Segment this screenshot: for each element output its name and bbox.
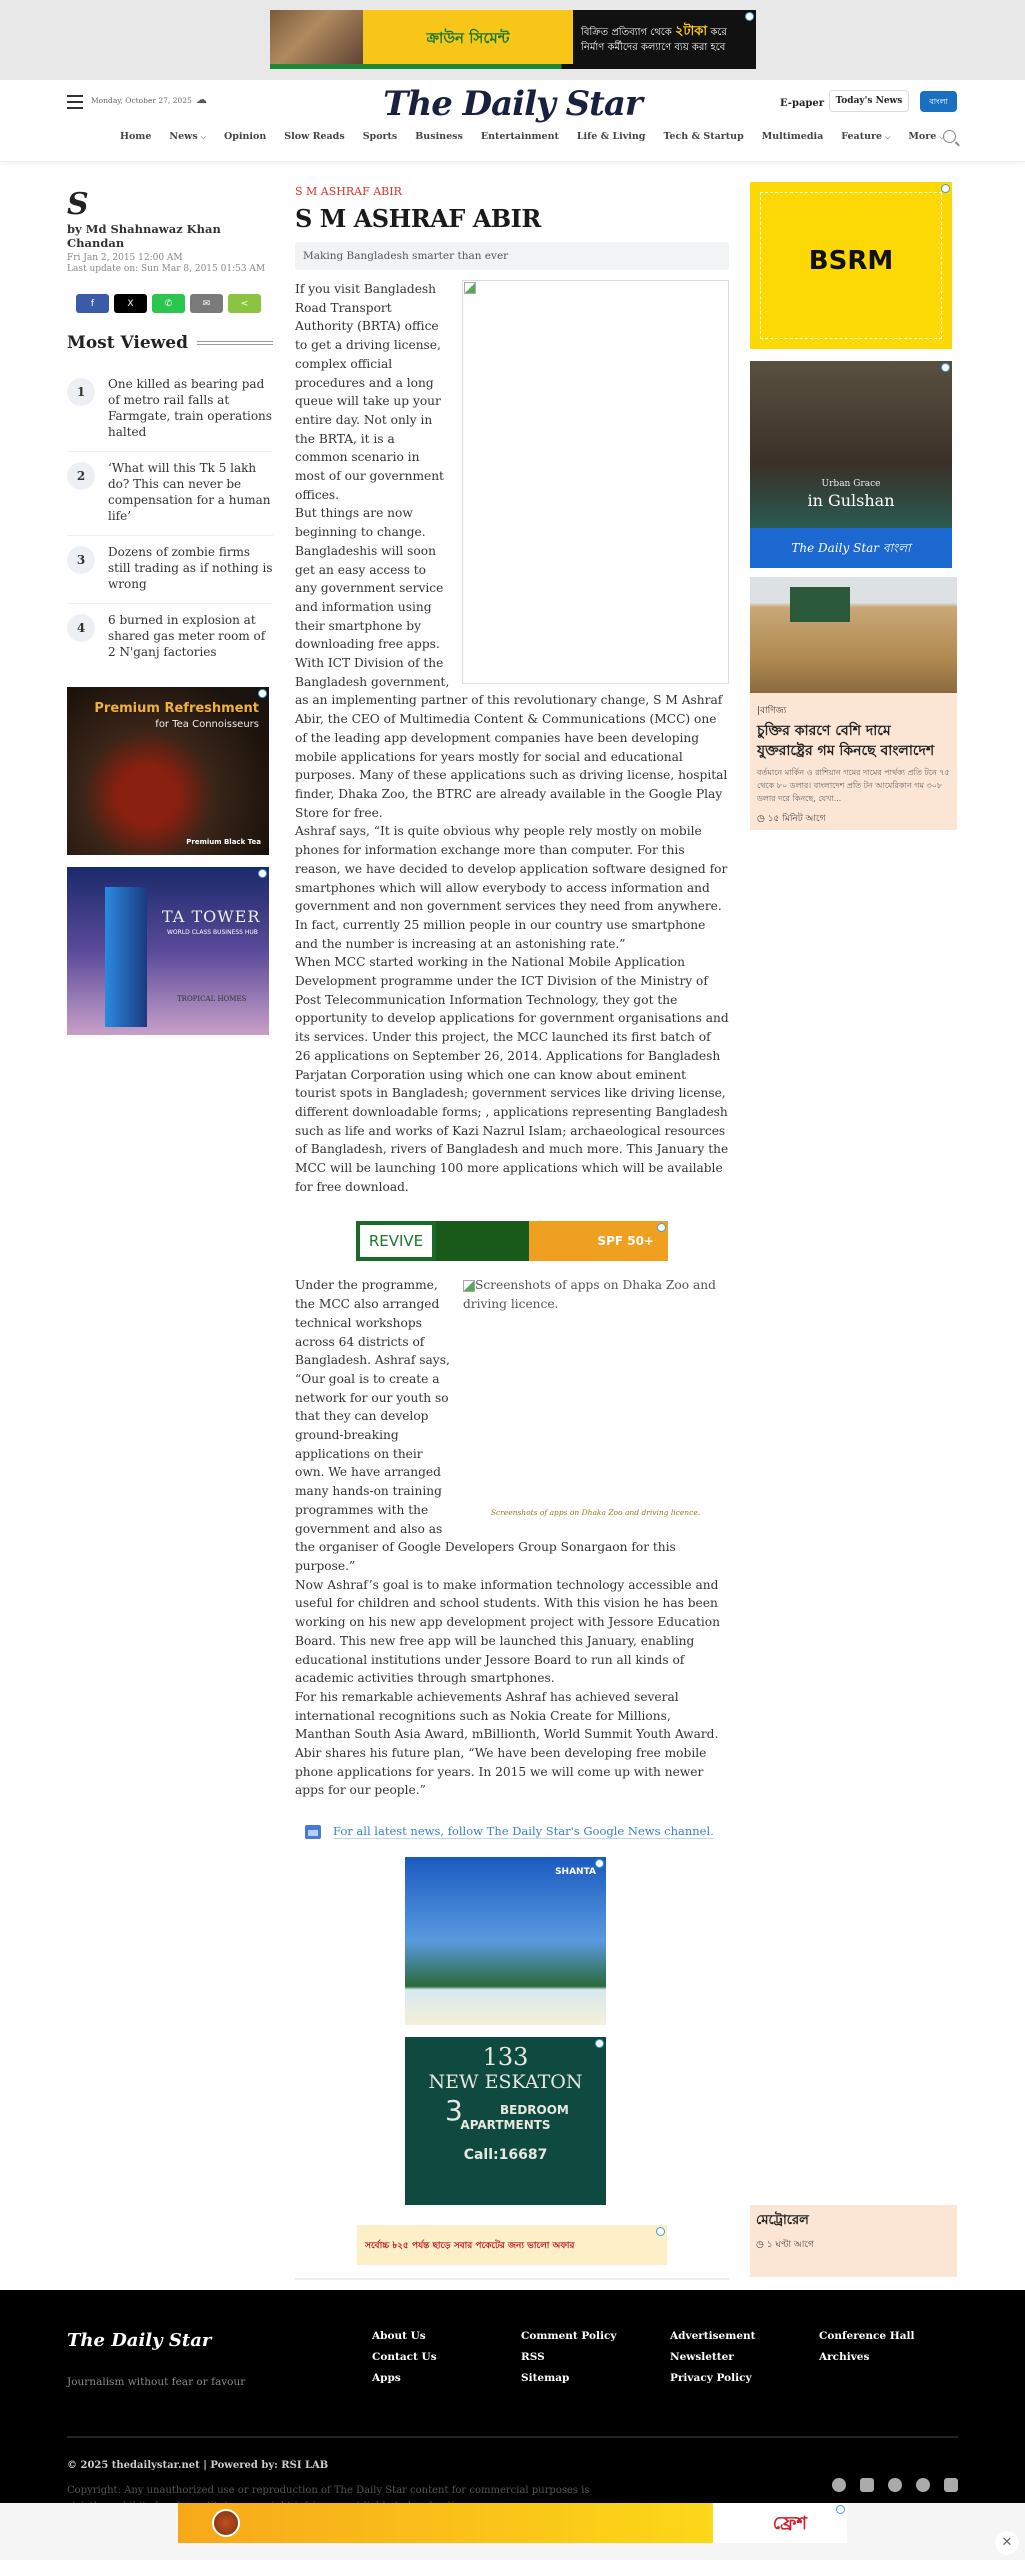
footer-link-privacy-policy[interactable]: Privacy Policy [670,2372,752,2384]
rank-badge: 3 [67,546,95,574]
nav-item-news[interactable] [169,131,206,142]
footer-link-archives[interactable]: Archives [819,2351,870,2363]
article-image-2 [462,1276,729,1536]
nav-label: More [908,131,937,142]
adchoices-icon[interactable] [258,869,267,878]
nav-label: Opinion [224,131,267,142]
google-news-link[interactable] [295,1824,729,1839]
current-date: Monday, October 27, 2025 [91,96,192,105]
nav-label: Life & Living [576,131,646,142]
close-icon[interactable]: ✕ [995,2531,1019,2555]
adchoices-icon[interactable] [941,184,950,193]
nav-label: Slow Reads [284,131,345,142]
news-photo [750,577,957,693]
ad-footer: The Daily Star বাংলা [750,528,952,568]
nav-label: Sports [362,131,398,142]
article-paragraph: For his remarkable achievements Ashraf has achieved several international recognitions such as Nokia Create for Millions, Manthan South Asia Award, mBillionth, World Summit Youth Award. [295,1689,719,1742]
ad-headline: in Gulshan [807,491,895,510]
ad-tower-image [105,887,147,1027]
news-time: ◷ ১৫ মিনিট আগে [757,814,826,824]
article-paragraph: But things are now beginning to change. Bangladeshis will soon get an easy access to any government service and information using their smartphone by downloading free apps. With ICT Division of the Bangladesh government, as an implementing partner of this revolutionary change, S M Ashraf Abir, the CEO of Multimedia Content & Communications (MCC) one of the leading app development companies have been developing mobile applications for years mostly for social and educational purposes. Many of these applications such as driving license, hospital finder, Dhaka Zoo, the BTRC are already available in the Google Play Store for free. [295,506,728,820]
rank-badge: 4 [67,614,95,642]
publish-date: Fri Jan 2, 2015 12:00 AM [67,253,183,263]
footer-link-conference-hall[interactable]: Conference Hall [819,2330,915,2342]
youtube-icon[interactable] [860,2478,874,2492]
facebook-icon: f [90,298,95,309]
weather-icon: ☁ [196,93,207,106]
adchoices-icon[interactable] [656,2227,665,2236]
footer-tagline: Journalism without fear or favour [67,2376,246,2388]
metro-news-card[interactable] [750,2205,957,2277]
site-logo[interactable]: The Daily Star [383,84,642,124]
footer-link-rss[interactable]: RSS [521,2351,545,2363]
heading-rule [197,341,273,345]
most-viewed-title: Most Viewed [67,333,189,353]
ad-call: Call:16687 [463,2147,548,2164]
adchoices-icon[interactable] [941,363,950,372]
adchoices-icon[interactable] [595,1859,604,1868]
nav-item-tech-startup[interactable] [663,131,743,142]
google-news-text[interactable]: For all latest news, follow The Daily Star's Google News channel. [333,1824,714,1839]
article-body-part1 [295,280,729,1196]
article-headline: S M ASHRAF ABIR [295,204,541,233]
nav-item-multimedia[interactable] [762,131,824,142]
footer-link-advertisement[interactable]: Advertisement [670,2330,756,2342]
most-viewed-link[interactable]: ‘What will this Tk 5 lakh do? This can never be compensation for a human life’ [108,461,271,523]
footer-divider [67,2436,958,2438]
nav-label: Business [415,131,463,142]
google-news-icon [305,1825,321,1839]
share-bar [76,294,273,313]
footer-link-comment-policy[interactable]: Comment Policy [521,2330,617,2342]
article [295,185,729,2330]
todays-news-button[interactable]: Today's News [829,90,909,112]
tea-ad[interactable] [67,687,269,855]
epaper-link[interactable]: E-paper [780,98,825,109]
search-icon[interactable] [943,130,956,143]
nav-item-business[interactable] [415,131,463,142]
byline[interactable]: by Md Shahnawaz Khan Chandan [67,222,221,250]
gulshan-ad[interactable] [750,361,952,568]
ad-brand: TROPICAL HOMES [177,995,247,1003]
broken-image-icon [463,1280,475,1292]
right-sidebar [750,182,957,830]
image-caption: Screenshots of apps on Dhaka Zoo and driving licence. [490,1507,701,1517]
nav-label: Feature [841,131,883,142]
nav-item-sports[interactable] [363,131,398,142]
eskaton-ad[interactable] [405,2037,606,2205]
article-kicker[interactable]: S M ASHRAF ABIR [295,185,402,198]
ad-title: NEW ESKATON [428,2071,583,2094]
instagram-icon[interactable] [944,2478,958,2492]
article-paragraph: If you visit Bangladesh Road Transport Authority (BRTA) office to get a driving license, complex official procedures and a long queue will take up your entire day. Not only in the BRTA, it is a common scenario in most of our government offices. [295,282,444,502]
nav-label: Entertainment [480,131,559,142]
shanta-ad[interactable] [405,1857,606,2025]
ad-headline: TA TOWER [162,907,261,926]
most-viewed-link[interactable]: One killed as bearing pad of metro rail falls at Farmgate, train operations halted [108,377,272,439]
chopstick-ad[interactable] [357,2225,667,2265]
share-icon: < [240,298,249,309]
news-title[interactable]: মেট্রোরেল [756,2213,809,2228]
ad-copy: SPF 50+ [436,1221,668,1261]
most-viewed-list [67,368,273,671]
article-paragraph: When MCC started working in the National Mobile Application Development programme under the ICT Division of the Ministry of Post Telecommunication Information Technology, they got the opportunity to develop applications for government organisations and its services. Under this project, the MCC launched its first batch of 26 applications on September 26, 2014. Applications for Bangladesh Parjatan Corporation using which one can know about eminent tourist spots in Bangladesh; government services like driving license, different downloadable forms; , applications representing Bangladesh such as life and works of Kazi Nazrul Islam; archaeological resources of Bangladesh, rivers of Bangladesh and much more. This January the MCC will be launching 100 more applications which will be available for free download. [295,955,729,1194]
ad-photo [270,10,363,69]
article-body-part2 [295,1276,729,1800]
copyright-note: Copyright: Any unauthorized use or reproduction of The Daily Star content for commercial purposes is [67,2485,590,2496]
left-sidebar [67,187,273,1035]
bangla-news-card[interactable] [750,577,957,830]
ad-headline: Premium Refreshment [94,701,259,716]
copyright: © 2025 thedailystar.net | Powered by: RSI LAB [67,2460,329,2471]
revive-ad[interactable] [356,1221,668,1261]
news-category: |বাণিজ্য [757,706,787,716]
most-viewed-item[interactable] [67,452,273,536]
ad-copy: সর্বোচ্চ ৳২৫ পর্যন্ত ছাড়ে সবার পকেটের জন্য ভালো অফার [365,2240,575,2251]
nav-label: Home [120,131,152,142]
rank-badge: 2 [67,462,95,490]
ad-subline: WORLD CLASS BUSINESS HUB [167,929,258,936]
nav-item-entertainment[interactable] [481,131,559,142]
article-paragraph: Abir shares his future plan, “We have been developing free mobile phone applications for years. In 2015 we will come up with newer apps for our people.” [295,1746,707,1798]
news-description: বর্তমানে মার্কিন ও রাশিয়ান গমের দামের পার্থক্য প্রতি টনে ৭৫ থেকে ৮০ ডলার। বাংলাদেশ প্রতি টন আমেরিকান গম ৩০৮ ডলার দরে কিনছে, যেখা... [757,768,950,803]
ad-brand: ক্রাউন সিমেন্ট [363,10,573,69]
article-image [462,280,729,684]
article-subhead: Making Bangladesh smarter than ever [295,242,729,270]
ad-bedrooms: 3 BEDROOM APARTMENTS [445,2094,569,2133]
author-avatar: S [67,187,89,222]
adchoices-icon[interactable] [258,689,267,698]
footer-link-newsletter[interactable]: Newsletter [670,2351,734,2363]
most-viewed-link[interactable]: Dozens of zombie firms still trading as if nothing is wrong [108,545,273,591]
footer-logo[interactable]: The Daily Star [67,2330,212,2351]
x-icon: X [127,298,134,309]
most-viewed-item[interactable] [67,368,273,452]
rank-badge: 1 [67,378,95,406]
pinterest-icon[interactable] [916,2478,930,2492]
email-icon: ✉ [202,298,211,309]
most-viewed-heading [67,333,273,353]
ad-brand: BSRM [808,246,894,276]
footer-link-about-us[interactable]: About Us [372,2330,426,2342]
sticky-ad-bar [0,2503,1025,2560]
whatsapp-icon: ✆ [164,298,173,309]
news-time: ◷ ১ ঘণ্টা আগে [756,2240,814,2250]
footer-link-contact-us[interactable]: Contact Us [372,2351,437,2363]
footer-link-apps[interactable]: Apps [372,2372,401,2384]
whatsapp-share-button[interactable] [152,294,185,313]
bangla-button[interactable]: বাংলা [920,91,957,112]
main-nav [120,131,945,142]
adchoices-icon[interactable] [836,2505,845,2514]
nav-label: Tech & Startup [663,131,744,142]
ad-brand: REVIVE [356,1221,436,1261]
nav-item-slow-reads[interactable] [284,131,344,142]
article-paragraph: Under the programme, the MCC also arranged technical workshops across 64 districts of Bangladesh. Ashraf says, “Our goal is to create a network for our youth so that they can develop ground-breaking applications on their own. We have arranged many hands-on training programmes with the government and also as the organiser of Google Developers Group Sonargaon for this purpose.” [295,1278,676,1573]
article-paragraph: Ashraf says, “It is quite obvious why people rely mostly on mobile phones for information exchange more than computer. For this reason, we have decided to develop application software designed for smartphones which will allow everybody to access information and government and non government services they need from anywhere. In fact, currently 25 million people in our country use smartphone and the number is increasing at an astonishing rate.” [295,824,728,951]
share-button[interactable] [228,294,261,313]
adchoices-icon[interactable] [745,12,754,21]
nav-item-opinion[interactable] [224,131,266,142]
nav-item-feature[interactable] [841,131,890,142]
ad-brand: SHANTA [555,1867,596,1878]
sticky-ad[interactable] [178,2503,847,2543]
site-header [0,80,1025,162]
x-share-button[interactable] [114,294,147,313]
news-title[interactable]: চুক্তির কারণে বেশি দামে যুক্তরাষ্ট্রের গম কিনছে বাংলাদেশ [757,723,935,759]
article-paragraph: Now Ashraf’s goal is to make information technology accessible and useful for children and school students. With this vision he has been working on his new app development project with Jessore Education Board. This new free app will be launched this January, enabling educational institutions under Jessore Board to run all kinds of academic activities through smartphones. [295,1577,720,1686]
ad-subline: for Tea Connoisseurs [155,719,259,730]
bsrm-ad[interactable] [750,182,952,349]
most-viewed-item[interactable] [67,536,273,604]
chevron-down-icon: ⌵ [200,132,206,141]
most-viewed-item[interactable] [67,604,273,671]
ad-brand: ফ্রেশ [772,2513,807,2534]
facebook-share-button[interactable] [76,294,109,313]
nav-item-life-living[interactable] [577,131,646,142]
clock-icon: ◷ [757,814,768,824]
nav-item-more[interactable] [908,131,944,142]
ad-stripe [270,64,756,69]
clock-icon: ◷ [756,2240,767,2250]
ad-copy: বিক্রিত প্রতিব্যাগ থেকে ২টাকা করে নির্মাণ কর্মীদের কল্যাণে ব্যয় করা হবে [573,10,756,69]
footer-link-sitemap[interactable]: Sitemap [521,2372,570,2384]
nav-label: Multimedia [761,131,824,142]
tower-ad[interactable] [67,867,269,1035]
most-viewed-link[interactable]: 6 burned in explosion at shared gas meter room of 2 N'ganj factories [108,613,266,659]
twitter-icon[interactable] [888,2478,902,2492]
nav-label: News [169,131,198,142]
chevron-down-icon: ⌵ [885,132,891,141]
ad-badge: Premium Black Tea [186,838,261,846]
social-links [832,2478,958,2492]
chevron-down-icon: ⌵ [939,132,945,141]
footer-links [372,2330,968,2384]
facebook-icon[interactable] [832,2478,846,2492]
nav-item-home[interactable] [120,131,151,142]
ad-subline: Urban Grace [821,479,881,489]
email-share-button[interactable] [190,294,223,313]
broken-image-icon [464,282,476,294]
image-alt-text: Screenshots of apps on Dhaka Zoo and driving licence. [463,1278,716,1312]
ad-food-image [212,2509,240,2537]
top-ad-band [0,0,1025,80]
update-date: Last update on: Sun Mar 8, 2015 01:53 AM [67,264,266,274]
top-banner-ad[interactable] [270,10,756,69]
ad-number: 133 [482,2043,529,2072]
